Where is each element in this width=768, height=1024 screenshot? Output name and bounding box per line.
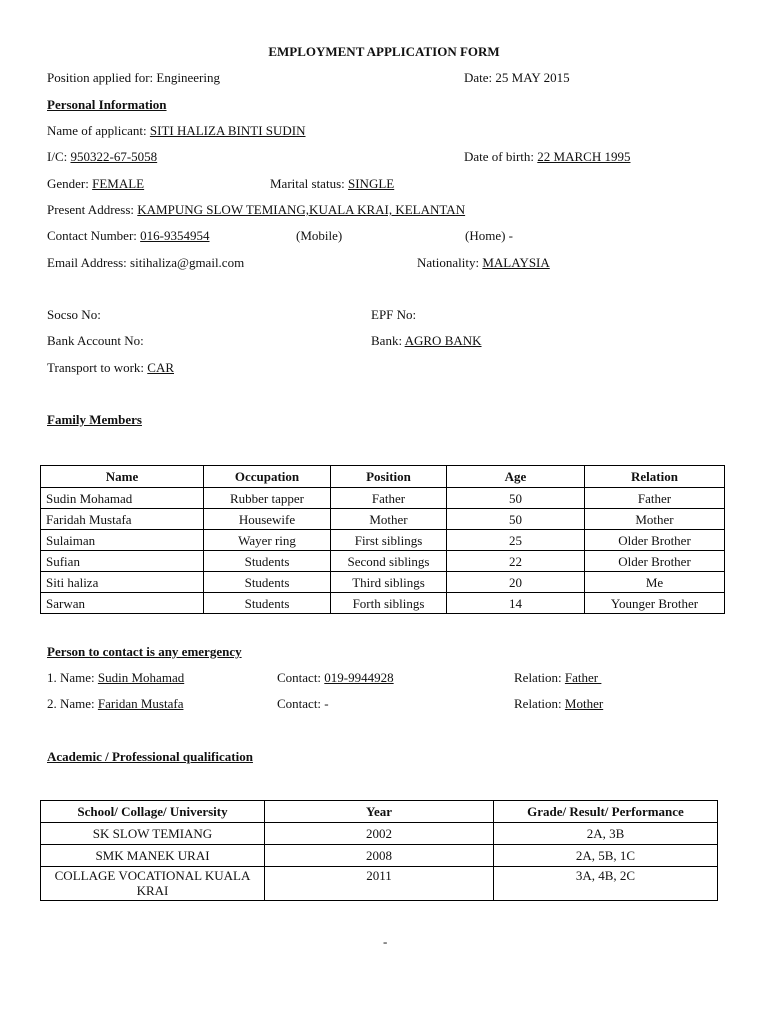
emergency-name-value: Sudin Mohamad (97, 670, 185, 685)
table-cell: 22 (447, 551, 585, 572)
footer-mark: - (383, 934, 388, 949)
address-value: KAMPUNG SLOW TEMIANG,KUALA KRAI, KELANTAN (137, 202, 466, 217)
date-field (464, 70, 570, 86)
table-cell: COLLAGE VOCATIONAL KUALA KRAI (41, 867, 265, 901)
table-cell: Third siblings (331, 572, 447, 593)
family-col-occupation: Occupation (204, 466, 331, 488)
position-label: Position applied for: (47, 70, 154, 85)
table-row (41, 509, 725, 530)
academic-col-grade: Grade/ Result/ Performance (494, 801, 718, 823)
address-label: Present Address: (47, 202, 135, 217)
applicant-name-value: SITI HALIZA BINTI SUDIN (149, 123, 306, 138)
table-row (41, 845, 718, 867)
table-cell: 2A, 3B (494, 823, 718, 845)
emergency-2-contact (277, 696, 329, 712)
marital-value: SINGLE (348, 176, 395, 191)
table-cell: Faridah Mustafa (41, 509, 204, 530)
emergency-contact-value: 019-9944928 (324, 670, 394, 685)
table-row (41, 551, 725, 572)
emergency-1-contact (277, 670, 394, 686)
table-cell: Father (585, 488, 725, 509)
emergency-1-relation (514, 670, 601, 686)
emergency-contact-label: Contact: (277, 696, 322, 711)
transport-value: CAR (147, 360, 175, 375)
nationality-field (417, 255, 550, 271)
marital-label: Marital status: (270, 176, 345, 191)
applicant-name-field (47, 123, 306, 139)
email-value: sitihaliza@gmail.com (130, 255, 245, 270)
contact-home: (Home) - (465, 228, 514, 243)
table-cell: Sufian (41, 551, 204, 572)
emergency-contact-label: Contact: (277, 670, 322, 685)
position-value: Engineering (156, 70, 220, 85)
academic-col-year: Year (265, 801, 494, 823)
position-field (47, 70, 220, 86)
table-cell: Sulaiman (41, 530, 204, 551)
address-field (47, 202, 465, 218)
emergency-relation-label: Relation: (514, 670, 562, 685)
contact-label: Contact Number: (47, 228, 137, 243)
table-cell: 14 (447, 593, 585, 614)
nationality-label: Nationality: (417, 255, 480, 270)
academic-table (40, 800, 718, 901)
table-cell: Mother (331, 509, 447, 530)
bank-label: Bank: (371, 333, 403, 348)
gender-value: FEMALE (92, 176, 145, 191)
table-cell: 50 (447, 488, 585, 509)
dob-label: Date of birth: (464, 149, 535, 164)
ic-value: 950322-67-5058 (70, 149, 158, 164)
table-row (41, 867, 718, 901)
marital-field (270, 176, 394, 192)
personal-heading: Personal Information (47, 97, 167, 112)
gender-field (47, 176, 144, 192)
table-cell: Students (204, 572, 331, 593)
table-cell: 20 (447, 572, 585, 593)
table-cell: 2A, 5B, 1C (494, 845, 718, 867)
applicant-name-label: Name of applicant: (47, 123, 147, 138)
family-heading: Family Members (47, 412, 142, 427)
socso-field: Socso No: (47, 307, 101, 322)
table-cell: SK SLOW TEMIANG (41, 823, 265, 845)
family-col-position: Position (331, 466, 447, 488)
table-cell: Older Brother (585, 551, 725, 572)
bank-field (371, 333, 482, 349)
ic-field (47, 149, 157, 165)
email-field (47, 255, 244, 271)
table-cell: 2011 (265, 867, 494, 901)
table-cell: First siblings (331, 530, 447, 551)
dob-value: 22 MARCH 1995 (537, 149, 631, 164)
emergency-contact-value: - (324, 696, 329, 711)
table-cell: Rubber tapper (204, 488, 331, 509)
academic-header-row (41, 801, 718, 823)
bank-account-field: Bank Account No: (47, 333, 144, 348)
table-cell: 50 (447, 509, 585, 530)
table-cell: 2008 (265, 845, 494, 867)
family-col-age: Age (447, 466, 585, 488)
transport-field (47, 360, 174, 376)
table-cell: Housewife (204, 509, 331, 530)
ic-label: I/C: (47, 149, 68, 164)
table-cell: Older Brother (585, 530, 725, 551)
table-cell: SMK MANEK URAI (41, 845, 265, 867)
emergency-name-label: 2. Name: (47, 696, 95, 711)
dob-field (464, 149, 630, 165)
bank-value: AGRO BANK (404, 333, 482, 348)
table-cell: Younger Brother (585, 593, 725, 614)
table-cell: Mother (585, 509, 725, 530)
table-cell: Me (585, 572, 725, 593)
epf-field: EPF No: (371, 307, 417, 322)
table-row (41, 593, 725, 614)
gender-label: Gender: (47, 176, 89, 191)
family-col-name: Name (41, 466, 204, 488)
table-row (41, 530, 725, 551)
emergency-relation-value: Mother (564, 696, 604, 711)
table-cell: Sudin Mohamad (41, 488, 204, 509)
emergency-1-name (47, 670, 184, 686)
transport-label: Transport to work: (47, 360, 145, 375)
table-row (41, 572, 725, 593)
table-cell: Second siblings (331, 551, 447, 572)
table-cell: Forth siblings (331, 593, 447, 614)
emergency-name-label: 1. Name: (47, 670, 95, 685)
emergency-relation-value: Father (564, 670, 602, 685)
table-cell: Siti haliza (41, 572, 204, 593)
table-cell: Father (331, 488, 447, 509)
emergency-name-value: Faridan Mustafa (97, 696, 184, 711)
nationality-value: MALAYSIA (482, 255, 550, 270)
date-label: Date: (464, 70, 493, 85)
table-cell: Sarwan (41, 593, 204, 614)
table-cell: 25 (447, 530, 585, 551)
academic-col-school: School/ Collage/ University (41, 801, 265, 823)
contact-value: 016-9354954 (140, 228, 210, 243)
family-col-relation: Relation (585, 466, 725, 488)
academic-heading: Academic / Professional qualification (47, 749, 253, 764)
emergency-relation-label: Relation: (514, 696, 562, 711)
contact-mobile: (Mobile) (296, 228, 343, 243)
table-cell: 2002 (265, 823, 494, 845)
table-cell: Wayer ring (204, 530, 331, 551)
emergency-heading: Person to contact is any emergency (47, 644, 242, 659)
table-cell: Students (204, 593, 331, 614)
family-header-row (41, 466, 725, 488)
table-cell: 3A, 4B, 2C (494, 867, 718, 901)
form-title: EMPLOYMENT APPLICATION FORM (268, 44, 500, 59)
table-cell: Students (204, 551, 331, 572)
family-table (40, 465, 725, 614)
emergency-2-name (47, 696, 183, 712)
email-label: Email Address: (47, 255, 127, 270)
contact-field (47, 228, 210, 244)
table-row (41, 488, 725, 509)
table-row (41, 823, 718, 845)
date-value: 25 MAY 2015 (495, 70, 570, 85)
emergency-2-relation (514, 696, 603, 712)
